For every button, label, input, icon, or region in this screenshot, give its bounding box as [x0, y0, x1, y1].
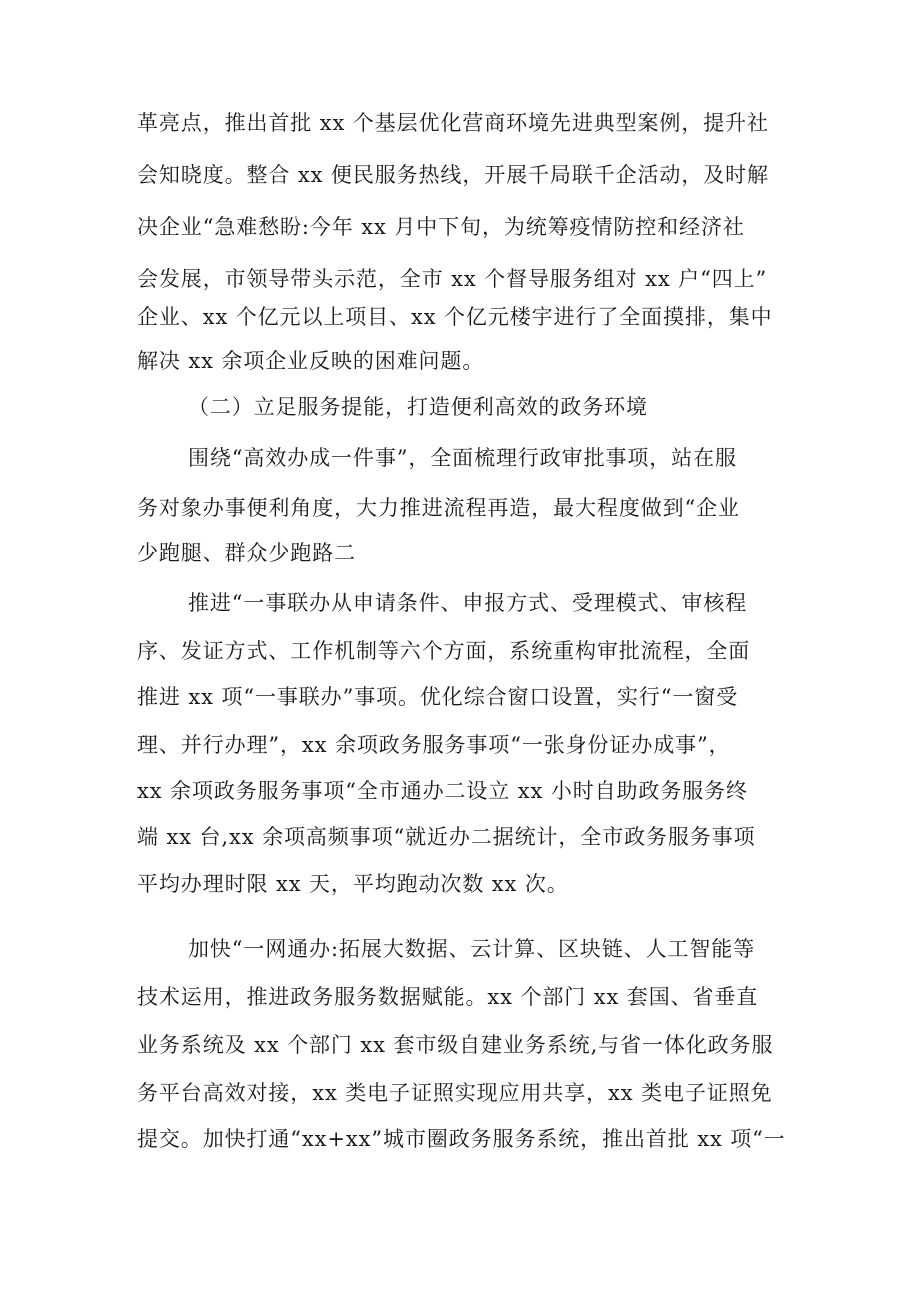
- paragraph-1-line-1: 革亮点，推出首批 xx 个基层优化营商环境先进典型案例，提升社: [137, 111, 769, 135]
- paragraph-2-line-1: 围绕“高效办成一件事”，全面梳理行政审批事项，站在服: [188, 446, 737, 470]
- paragraph-1-line-6: 解决 xx 余项企业反映的困难问题。: [137, 349, 485, 373]
- paragraph-3-line-2: 序、发证方式、工作机制等六个方面，系统重构审批流程，全面: [137, 639, 751, 663]
- paragraph-1-line-5: 企业、xx 个亿元以上项目、xx 个亿元楼宇进行了全面摸排，集中: [137, 305, 773, 329]
- paragraph-3-line-5: xx 余项政务服务事项“全市通办二设立 xx 小时自助政务服务终: [137, 779, 748, 803]
- paragraph-1-line-3: 决企业“急难愁盼:今年 xx 月中下旬，为统筹疫情防控和经济社: [137, 215, 745, 239]
- paragraph-3-line-1: 推进“一事联办从申请条件、申报方式、受理模式、审核程: [188, 591, 748, 615]
- paragraph-3-line-3: 推进 xx 项“一事联办”事项。优化综合窗口设置，实行“一窗受: [137, 685, 739, 709]
- paragraph-2-line-3: 少跑腿、群众少跑路二: [137, 541, 356, 565]
- paragraph-1-line-2: 会知晓度。整合 xx 便民服务热线，开展千局联千企活动，及时解: [137, 163, 769, 187]
- paragraph-3-line-4: 理、并行办理”，xx 余项政务服务事项“一张身份证办成事”，: [137, 733, 731, 757]
- paragraph-1-line-4: 会发展，市领导带头示范，全市 xx 个督导服务组对 xx 户“四上”: [137, 267, 768, 291]
- paragraph-4-line-1: 加快“一网通办:拓展大数据、云计算、区块链、人工智能等: [188, 937, 756, 961]
- paragraph-4-line-5: 提交。加快打通“xx+xx”城市圈政务服务系统，推出首批 xx 项“一: [137, 1127, 786, 1151]
- paragraph-4-line-3: 业务系统及 xx 个部门 xx 套市级自建业务系统,与省一体化政务服: [137, 1033, 774, 1057]
- paragraph-2-line-2: 务对象办事便利角度，大力推进流程再造，最大程度做到“企业: [137, 496, 740, 520]
- paragraph-3-line-6: 端 xx 台,xx 余项高频事项“就近办二据统计，全市政务服务事项: [137, 825, 756, 849]
- paragraph-4-line-4: 务平台高效对接，xx 类电子证照实现应用共享，xx 类电子证照免: [137, 1081, 773, 1105]
- paragraph-4-line-2: 技术运用，推进政务服务数据赋能。xx 个部门 xx 套国、省垂直: [137, 985, 759, 1009]
- section-heading: （二）立足服务提能，打造便利高效的政务环境: [188, 395, 648, 419]
- paragraph-3-line-7: 平均办理时限 xx 天，平均跑动次数 xx 次。: [137, 872, 569, 896]
